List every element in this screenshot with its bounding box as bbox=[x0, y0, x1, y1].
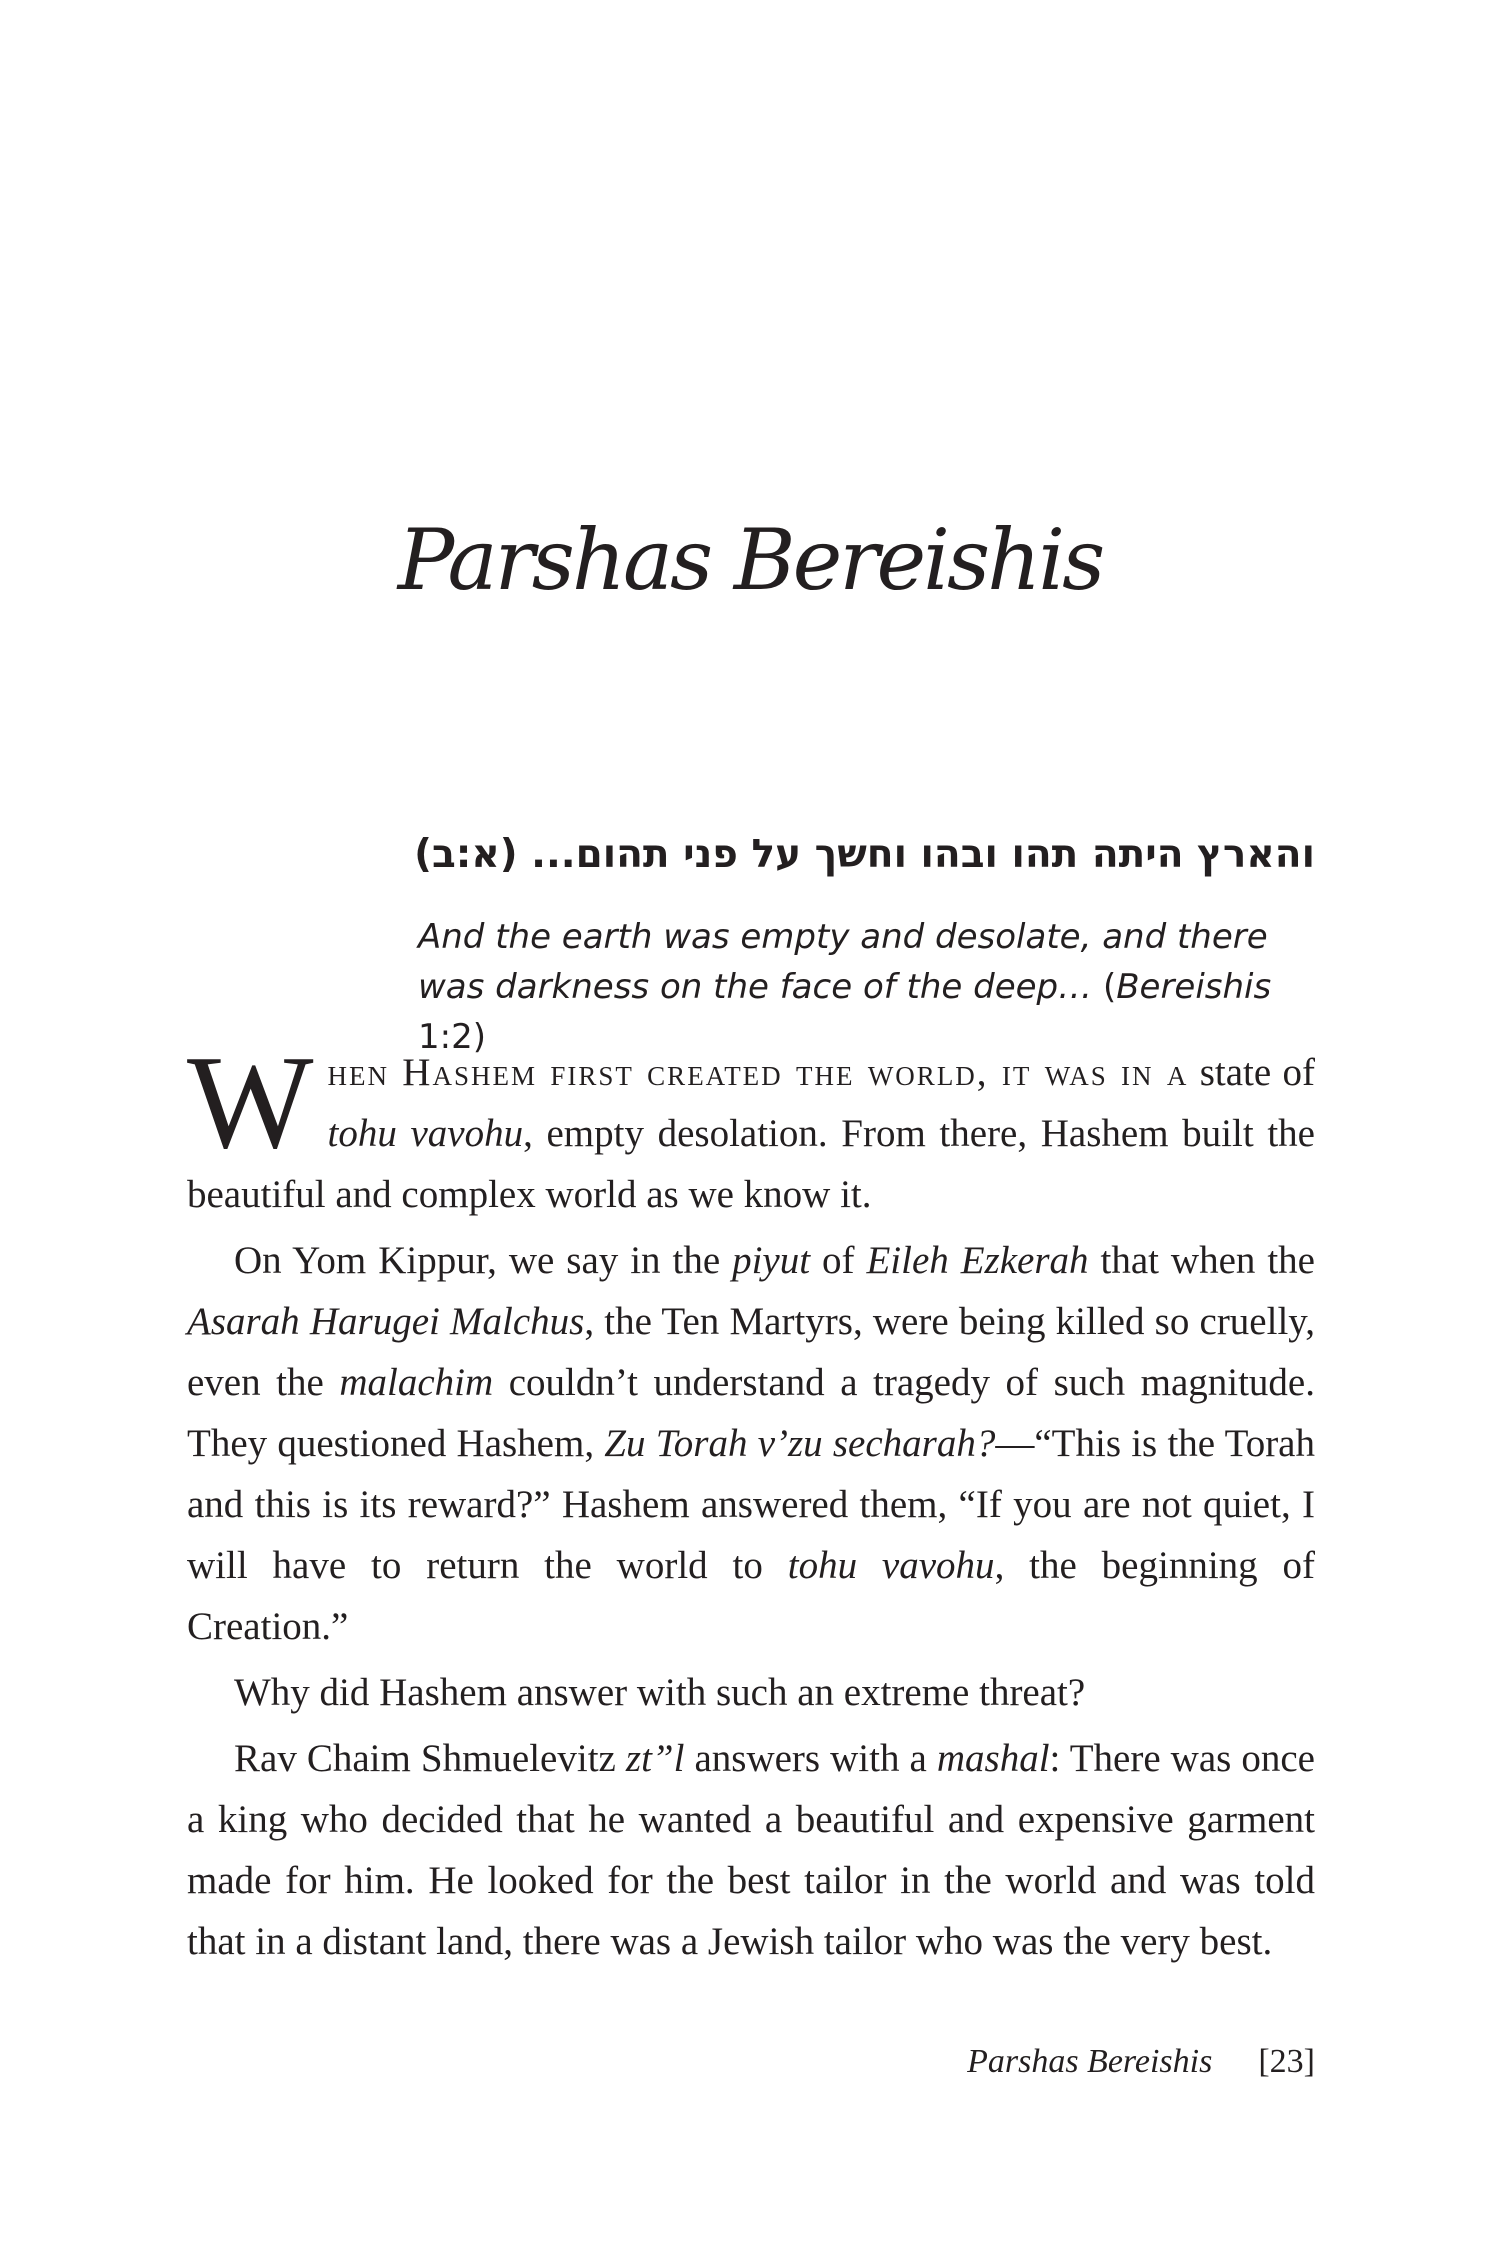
italic-term: Zu Torah v’zu secharah? bbox=[604, 1422, 996, 1465]
text-run: of bbox=[810, 1239, 867, 1282]
source-ref: 1:2) bbox=[418, 1017, 486, 1057]
text-run: couldn’t understand a tragedy of such magnitude. They questioned Hashem, bbox=[187, 1361, 1315, 1465]
italic-term: piyut bbox=[732, 1239, 811, 1282]
text-run: Rav Chaim Shmuelevitz bbox=[234, 1737, 626, 1780]
italic-term: tohu vavohu bbox=[787, 1544, 995, 1587]
text-run: , empty desolation. From there, Hashem built the beautiful and complex world as we know it. bbox=[187, 1112, 1315, 1216]
text-run: —“This is the Torah and this is its reward?” Hashem answered them, “If you are not quiet, I will have to return the world to bbox=[187, 1422, 1315, 1587]
text-run: On Yom Kippur, we say in the bbox=[234, 1239, 733, 1282]
paragraph-4 bbox=[187, 1728, 1315, 1972]
running-footer bbox=[967, 2042, 1315, 2083]
text-run: : There was once a king who decided that he wanted a beautiful and expensive garment made for him. He looked for the best tailor in the world and was told that in a distant land, there was a Jewish tailor who was the very best. bbox=[187, 1737, 1315, 1963]
source-open: ( bbox=[1102, 967, 1117, 1007]
hebrew-verse: והארץ היתה תהו ובהו וחשך על פני תהום... (א:ב) bbox=[414, 832, 1315, 877]
text-run: that when the bbox=[1088, 1239, 1315, 1282]
italic-term: tohu vavohu bbox=[327, 1112, 524, 1155]
text-run: state of bbox=[1188, 1051, 1315, 1094]
italic-term: Eileh Ezkerah bbox=[866, 1239, 1089, 1282]
drop-cap: W bbox=[187, 1028, 314, 1176]
paragraph-2 bbox=[187, 1230, 1315, 1657]
italic-term: mashal bbox=[936, 1737, 1050, 1780]
opening-smallcaps: hen Hashem first created the world, it was in a bbox=[327, 1051, 1189, 1094]
text-run: answers with a bbox=[684, 1737, 937, 1780]
italic-term: malachim bbox=[339, 1361, 494, 1404]
translation-text: And the earth was empty and desolate, and there was darkness on the face of the deep… bbox=[418, 917, 1268, 1007]
text-run: , the beginning of Creation.” bbox=[187, 1544, 1316, 1648]
page-number: [23] bbox=[1258, 2043, 1315, 2080]
source-book: Bereishis bbox=[1116, 967, 1272, 1007]
italic-term: Asarah Harugei Malchus bbox=[187, 1300, 585, 1343]
running-title: Parshas Bereishis bbox=[967, 2043, 1213, 2080]
paragraph-3 bbox=[187, 1662, 1315, 1723]
chapter-title: Parshas Bereishis bbox=[397, 511, 1103, 609]
text-run: Why did Hashem answer with such an extreme threat? bbox=[234, 1671, 1086, 1714]
italic-term: zt”l bbox=[625, 1737, 685, 1780]
text-run: , the Ten Martyrs, were being killed so cruelly, even the bbox=[187, 1300, 1316, 1404]
verse-translation bbox=[418, 912, 1318, 1062]
